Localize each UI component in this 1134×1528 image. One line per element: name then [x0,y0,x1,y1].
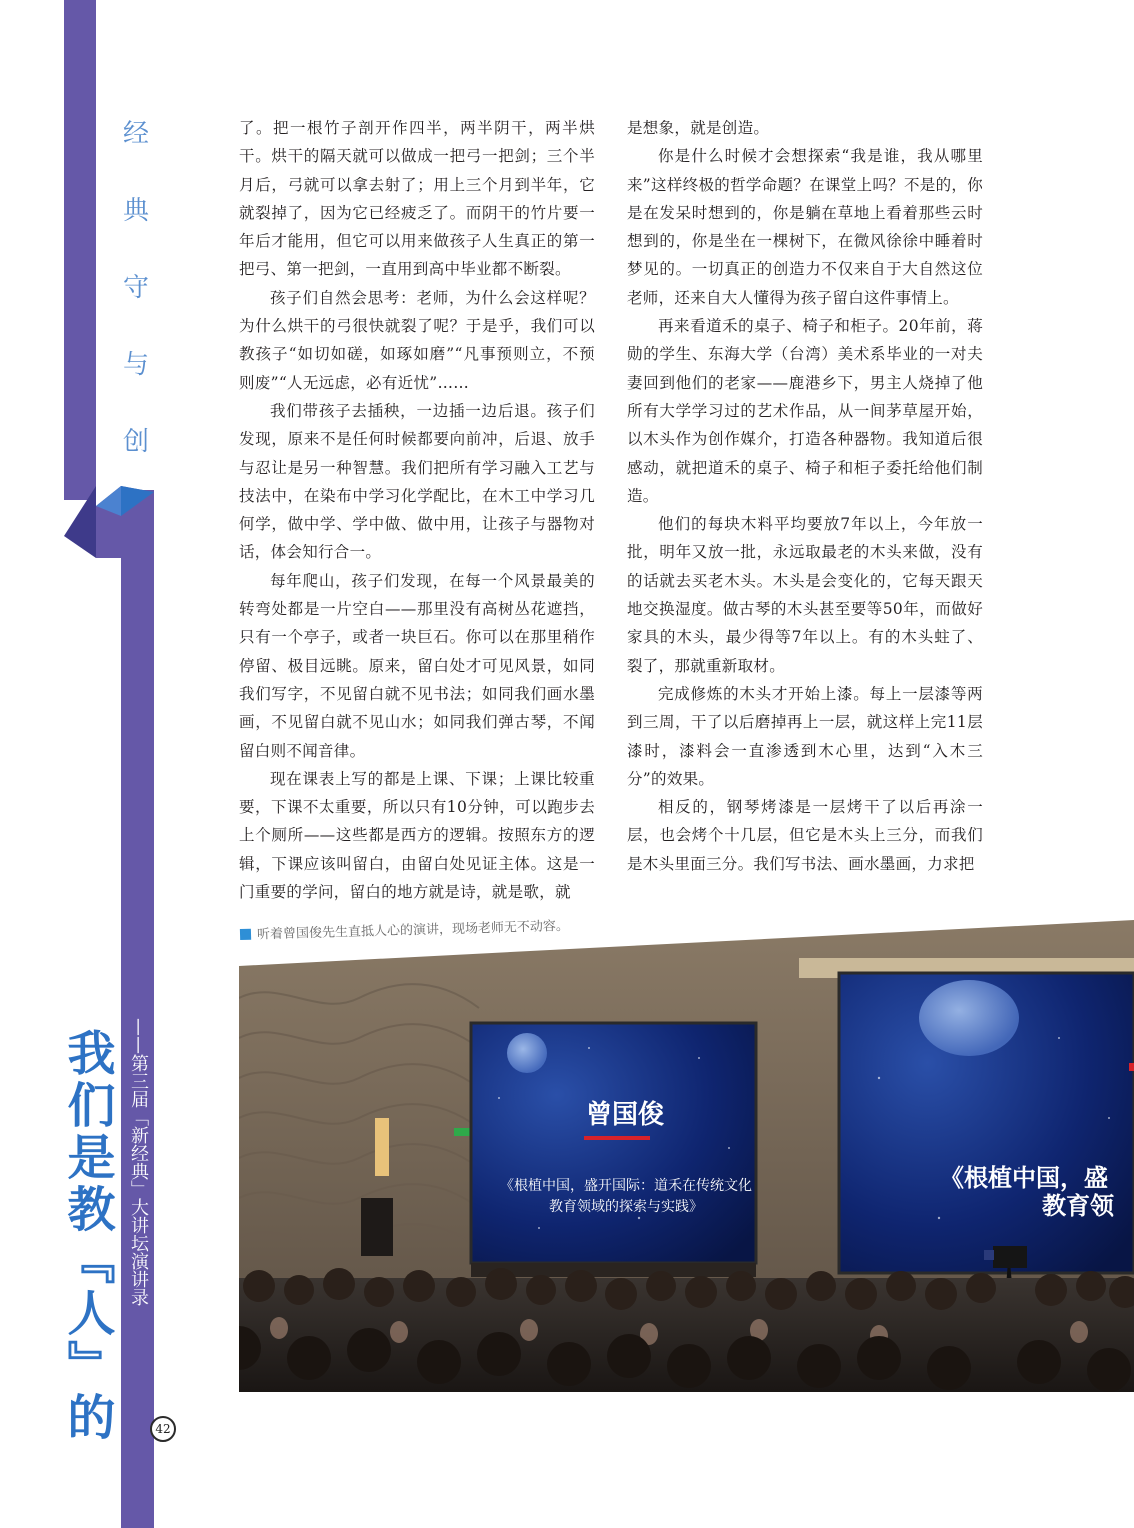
section-title-vertical [114,112,158,497]
paragraph: 你是什么时候才会想探索“我是谁，我从哪里来”这样终极的哲学命题？在课堂上吗？不是的，你是在发呆时想到的，你是躺在草地上看着那些云时想到的，你是坐在一棵树下，在微风徐徐中睡着时梦见的。一切真正的创造力不仅来自于大自然这位老师，还来自大人懂得为孩子留白这件事情上。 [627,147,983,307]
right-text-column [627,114,983,878]
screen-left-title-line2: 教育领域的探索与实践》 [549,1199,703,1215]
paragraph: 再来看道禾的桌子、椅子和柜子。20年前，蒋勋的学生、东海大学（台湾）美术系毕业的一对夫妻回到他们的老家——鹿港乡下，男主人烧掉了他所有大学学习过的艺术作品，从一间茅草屋开始，以木头作为创作媒介，打造各种器物。我知道后很感动，就把道禾的桌子、椅子和柜子委托给他们制造。 [627,317,983,505]
event-photo [239,918,1134,1392]
paragraph: 完成修炼的木头才开始上漆。每上一层漆等两到三周，干了以后磨掉再上一层，就这样上完11层漆时，漆料会一直渗透到木心里，达到“入木三分”的效果。 [627,684,983,788]
section-char: 典 [122,196,149,226]
screen-right-title-line1: 《根植中国，盛 [940,1164,1108,1192]
paragraph: 是想象，就是创造。 [627,119,770,137]
left-text-column [239,114,595,906]
series-title: 我们是教『人』的 [59,1028,115,1444]
paragraph: 每年爬山，孩子们发现，在每一个风景最美的转弯处都是一片空白——那里没有高树丛花遮挡，只有一个亭子，或者一块巨石。你可以在那里稍作停留、极目远眺。原来，留白处才可见风景，如同我们写字，不见留白就不见书法；如同我们画水墨画，不见留白就不见山水；如同我们弹古琴，不闻留白则不闻音律。 [239,571,595,760]
paragraph: 现在课表上写的都是上课、下课；上课比较重要，下课不太重要，所以只有10分钟，可以跑步去上个厕所——这些都是西方的逻辑。按照东方的逻辑，下课应该叫留白，由留白处见证主体。这是一门重要的学问，留白的地方就是诗，就是歌，就 [239,769,595,902]
section-char: 守 [122,273,149,303]
screen-left-underline [584,1136,650,1140]
screen-left-title-line1: 《根植中国，盛开国际：道禾在传统文化 [500,1178,752,1194]
series-subtitle: ——第三届「新经典」大讲坛演讲录 [128,1018,149,1306]
section-char: 经 [122,119,149,149]
paragraph: 相反的，钢琴烤漆是一层烤干了以后再涂一层，也会烤个十几层，但它是木头上三分，而我们是木头里面三分。我们写书法、画水墨画，力求把 [627,798,983,873]
paragraph: 孩子们自然会思考：老师，为什么会这样呢？为什么烘干的弓很快就裂了呢？于是乎，我们可以教孩子“如切如磋，如琢如磨”“凡事预则立，不预则废”“人无远虑，必有近忧”…… [239,288,595,392]
paragraph: 我们带孩子去插秧，一边插一边后退。孩子们发现，原来不是任何时候都要向前冲，后退、放手与忍让是另一种智慧。我们把所有学习融入工艺与技法中，在染布中学习化学配比，在木工中学习几何学，做中学、学中做、做中用，让孩子与器物对话，体会知行合一。 [239,401,595,562]
paragraph: 他们的每块木料平均要放7年以上，今年放一批，明年又放一批，永远取最老的木头来做，没有的话就去买老木头。木头是会变化的，它每天跟天地交换湿度。做古琴的木头甚至要等50年，而做好家具的木头，最少得等7年以上。有的木头蛀了、裂了，那就重新取材。 [627,515,983,675]
left-band-top [64,0,96,500]
caption-square-icon [240,929,251,940]
section-char: 创 [122,427,149,457]
screen-right-title-line2: 教育领 [1042,1192,1114,1220]
page-number: 42 [150,1416,176,1442]
section-char: 与 [122,350,149,380]
caption-text: 听着曾国俊先生直抵人心的演讲，现场老师无不动容。 [256,918,570,943]
screen-left-name: 曾国俊 [585,1100,664,1130]
paragraph: 了。把一根竹子剖开作四半，两半阴干，两半烘干。烘干的隔天就可以做成一把弓一把剑；三个半月后，弓就可以拿去射了；用上三个月到半年，它就裂掉了，因为它已经疲乏了。而阴干的竹片要一年后才能用，但它可以用来做孩子人生真正的第一把弓、第一把剑，一直用到高中毕业都不断裂。 [239,119,595,279]
left-band-bottom [121,490,154,1528]
